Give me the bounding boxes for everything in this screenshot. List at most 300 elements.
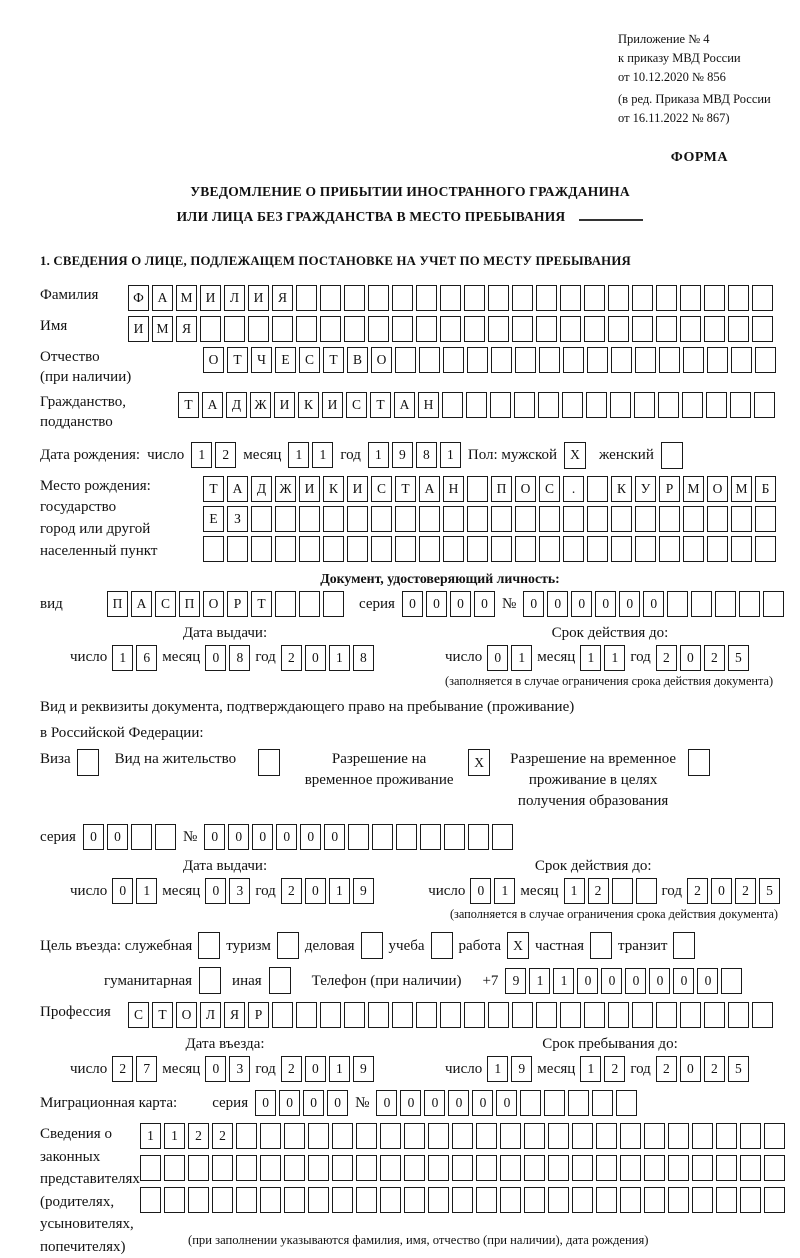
char-cell[interactable]: Т <box>395 476 416 502</box>
char-cell[interactable] <box>284 1155 305 1181</box>
char-cell[interactable]: 2 <box>281 878 302 904</box>
char-cell[interactable]: А <box>152 285 173 311</box>
char-cell[interactable]: 3 <box>229 1056 250 1082</box>
char-cell[interactable]: 1 <box>511 645 532 671</box>
char-cell[interactable] <box>524 1187 545 1213</box>
char-cell[interactable] <box>476 1187 497 1213</box>
char-cell[interactable] <box>296 1002 317 1028</box>
char-cell[interactable] <box>524 1123 545 1149</box>
char-cell[interactable]: 9 <box>392 442 413 468</box>
char-cell[interactable] <box>536 316 557 342</box>
char-cell[interactable] <box>680 1002 701 1028</box>
char-cell[interactable] <box>344 285 365 311</box>
char-cell[interactable]: 0 <box>252 824 273 850</box>
char-cell[interactable] <box>512 285 533 311</box>
representatives-cells-row2[interactable] <box>140 1155 785 1181</box>
char-cell[interactable] <box>572 1155 593 1181</box>
char-cell[interactable] <box>752 1002 773 1028</box>
char-cell[interactable] <box>721 968 742 994</box>
char-cell[interactable]: И <box>347 476 368 502</box>
permit-valid-year[interactable] <box>687 878 780 904</box>
char-cell[interactable]: 2 <box>656 1056 677 1082</box>
char-cell[interactable]: 0 <box>619 591 640 617</box>
char-cell[interactable] <box>203 536 224 562</box>
char-cell[interactable] <box>443 347 464 373</box>
char-cell[interactable] <box>716 1187 737 1213</box>
permit-valid-month[interactable] <box>564 878 657 904</box>
char-cell[interactable]: 0 <box>673 968 694 994</box>
passport-valid-month[interactable] <box>580 645 625 671</box>
char-cell[interactable] <box>371 536 392 562</box>
char-cell[interactable] <box>140 1187 161 1213</box>
char-cell[interactable] <box>198 932 220 959</box>
entry-year[interactable] <box>281 1056 374 1082</box>
char-cell[interactable]: 0 <box>450 591 471 617</box>
stay-year[interactable] <box>656 1056 749 1082</box>
char-cell[interactable] <box>586 392 607 418</box>
purpose-business-checkbox[interactable] <box>361 932 383 959</box>
char-cell[interactable]: 0 <box>474 591 495 617</box>
char-cell[interactable]: 0 <box>487 645 508 671</box>
char-cell[interactable] <box>140 1155 161 1181</box>
char-cell[interactable] <box>320 316 341 342</box>
char-cell[interactable] <box>739 591 760 617</box>
char-cell[interactable]: 0 <box>680 645 701 671</box>
char-cell[interactable] <box>296 285 317 311</box>
char-cell[interactable]: 0 <box>276 824 297 850</box>
char-cell[interactable] <box>251 506 272 532</box>
char-cell[interactable]: 3 <box>229 878 250 904</box>
char-cell[interactable] <box>635 536 656 562</box>
char-cell[interactable] <box>659 536 680 562</box>
passport-issue-day[interactable] <box>112 645 157 671</box>
sex-male-checkbox[interactable] <box>564 442 586 469</box>
char-cell[interactable] <box>596 1123 617 1149</box>
char-cell[interactable] <box>164 1155 185 1181</box>
char-cell[interactable] <box>452 1155 473 1181</box>
char-cell[interactable] <box>380 1155 401 1181</box>
char-cell[interactable]: К <box>323 476 344 502</box>
char-cell[interactable]: 0 <box>601 968 622 994</box>
char-cell[interactable] <box>656 1002 677 1028</box>
char-cell[interactable] <box>491 536 512 562</box>
patronymic-cells[interactable] <box>203 347 776 373</box>
char-cell[interactable] <box>236 1187 257 1213</box>
char-cell[interactable] <box>754 392 775 418</box>
char-cell[interactable] <box>332 1155 353 1181</box>
char-cell[interactable] <box>323 591 344 617</box>
entry-day[interactable] <box>112 1056 157 1082</box>
char-cell[interactable] <box>420 824 441 850</box>
char-cell[interactable] <box>275 591 296 617</box>
char-cell[interactable]: 2 <box>281 645 302 671</box>
char-cell[interactable]: 0 <box>205 645 226 671</box>
passport-valid-day[interactable] <box>487 645 532 671</box>
char-cell[interactable] <box>395 506 416 532</box>
purpose-work-checkbox[interactable] <box>507 932 529 959</box>
entry-month[interactable] <box>205 1056 250 1082</box>
char-cell[interactable] <box>515 536 536 562</box>
char-cell[interactable]: Ж <box>275 476 296 502</box>
char-cell[interactable]: А <box>419 476 440 502</box>
char-cell[interactable]: И <box>299 476 320 502</box>
char-cell[interactable] <box>644 1123 665 1149</box>
char-cell[interactable] <box>272 316 293 342</box>
char-cell[interactable] <box>488 285 509 311</box>
purpose-transit-checkbox[interactable] <box>673 932 695 959</box>
char-cell[interactable] <box>277 932 299 959</box>
char-cell[interactable] <box>199 967 221 994</box>
representatives-cells-row1[interactable] <box>140 1123 785 1149</box>
char-cell[interactable] <box>428 1187 449 1213</box>
char-cell[interactable]: Я <box>272 285 293 311</box>
char-cell[interactable]: Т <box>178 392 199 418</box>
char-cell[interactable] <box>515 347 536 373</box>
permit-valid-day[interactable] <box>470 878 515 904</box>
char-cell[interactable] <box>419 506 440 532</box>
char-cell[interactable] <box>764 1155 785 1181</box>
birthplace-cells-row1[interactable] <box>203 476 776 502</box>
char-cell[interactable] <box>704 316 725 342</box>
char-cell[interactable]: 0 <box>697 968 718 994</box>
birth-month-cells[interactable] <box>288 442 333 468</box>
char-cell[interactable] <box>467 506 488 532</box>
char-cell[interactable] <box>371 506 392 532</box>
char-cell[interactable] <box>608 285 629 311</box>
stay-month[interactable] <box>580 1056 625 1082</box>
surname-cells[interactable] <box>128 285 773 311</box>
char-cell[interactable] <box>612 878 633 904</box>
char-cell[interactable] <box>272 1002 293 1028</box>
char-cell[interactable]: М <box>683 476 704 502</box>
char-cell[interactable] <box>284 1123 305 1149</box>
char-cell[interactable]: Я <box>224 1002 245 1028</box>
char-cell[interactable] <box>763 591 784 617</box>
char-cell[interactable] <box>634 392 655 418</box>
char-cell[interactable] <box>587 536 608 562</box>
char-cell[interactable] <box>548 1123 569 1149</box>
char-cell[interactable] <box>731 536 752 562</box>
char-cell[interactable]: 0 <box>424 1090 445 1116</box>
char-cell[interactable] <box>466 392 487 418</box>
char-cell[interactable]: К <box>611 476 632 502</box>
char-cell[interactable] <box>682 392 703 418</box>
char-cell[interactable]: 1 <box>140 1123 161 1149</box>
char-cell[interactable]: 1 <box>368 442 389 468</box>
char-cell[interactable] <box>584 285 605 311</box>
char-cell[interactable] <box>299 506 320 532</box>
char-cell[interactable] <box>620 1155 641 1181</box>
sex-female-checkbox[interactable] <box>661 442 683 469</box>
char-cell[interactable]: Ч <box>251 347 272 373</box>
char-cell[interactable] <box>452 1187 473 1213</box>
char-cell[interactable] <box>764 1123 785 1149</box>
char-cell[interactable]: Я <box>176 316 197 342</box>
char-cell[interactable] <box>348 824 369 850</box>
char-cell[interactable] <box>608 316 629 342</box>
char-cell[interactable] <box>740 1155 761 1181</box>
char-cell[interactable] <box>632 316 653 342</box>
char-cell[interactable] <box>728 1002 749 1028</box>
char-cell[interactable] <box>212 1187 233 1213</box>
char-cell[interactable] <box>683 536 704 562</box>
char-cell[interactable]: О <box>176 1002 197 1028</box>
char-cell[interactable]: 0 <box>625 968 646 994</box>
purpose-official-checkbox[interactable] <box>198 932 220 959</box>
char-cell[interactable]: П <box>491 476 512 502</box>
char-cell[interactable] <box>548 1155 569 1181</box>
char-cell[interactable]: О <box>515 476 536 502</box>
purpose-tourism-checkbox[interactable] <box>277 932 299 959</box>
char-cell[interactable] <box>668 1155 689 1181</box>
char-cell[interactable]: 0 <box>448 1090 469 1116</box>
char-cell[interactable] <box>368 285 389 311</box>
char-cell[interactable] <box>728 285 749 311</box>
char-cell[interactable]: 0 <box>523 591 544 617</box>
permit-number-cells[interactable] <box>204 824 513 850</box>
char-cell[interactable] <box>611 536 632 562</box>
char-cell[interactable]: 1 <box>136 878 157 904</box>
char-cell[interactable]: Т <box>152 1002 173 1028</box>
purpose-other-checkbox[interactable] <box>269 967 291 994</box>
char-cell[interactable] <box>616 1090 637 1116</box>
char-cell[interactable] <box>636 878 657 904</box>
char-cell[interactable] <box>512 1002 533 1028</box>
char-cell[interactable] <box>596 1155 617 1181</box>
char-cell[interactable] <box>308 1187 329 1213</box>
char-cell[interactable]: 2 <box>212 1123 233 1149</box>
char-cell[interactable]: 8 <box>353 645 374 671</box>
char-cell[interactable]: 2 <box>687 878 708 904</box>
char-cell[interactable] <box>668 1187 689 1213</box>
char-cell[interactable]: 0 <box>279 1090 300 1116</box>
char-cell[interactable] <box>344 316 365 342</box>
char-cell[interactable]: С <box>346 392 367 418</box>
char-cell[interactable] <box>464 285 485 311</box>
char-cell[interactable] <box>755 506 776 532</box>
char-cell[interactable]: С <box>128 1002 149 1028</box>
char-cell[interactable]: 0 <box>305 645 326 671</box>
char-cell[interactable] <box>372 824 393 850</box>
char-cell[interactable]: Д <box>226 392 247 418</box>
char-cell[interactable] <box>361 932 383 959</box>
char-cell[interactable]: Б <box>755 476 776 502</box>
char-cell[interactable] <box>539 536 560 562</box>
char-cell[interactable]: Т <box>227 347 248 373</box>
char-cell[interactable]: Т <box>370 392 391 418</box>
char-cell[interactable] <box>395 536 416 562</box>
edu-permit-checkbox[interactable] <box>688 749 710 776</box>
char-cell[interactable]: 2 <box>112 1056 133 1082</box>
char-cell[interactable] <box>608 1002 629 1028</box>
char-cell[interactable]: Р <box>227 591 248 617</box>
passport-number-cells[interactable] <box>523 591 784 617</box>
representatives-cells-row3[interactable] <box>140 1187 785 1213</box>
char-cell[interactable]: 0 <box>547 591 568 617</box>
char-cell[interactable]: С <box>539 476 560 502</box>
char-cell[interactable]: X <box>468 749 490 776</box>
char-cell[interactable]: 1 <box>329 1056 350 1082</box>
char-cell[interactable] <box>227 536 248 562</box>
char-cell[interactable]: 1 <box>288 442 309 468</box>
char-cell[interactable] <box>467 536 488 562</box>
char-cell[interactable] <box>404 1187 425 1213</box>
char-cell[interactable] <box>752 316 773 342</box>
char-cell[interactable] <box>692 1155 713 1181</box>
char-cell[interactable] <box>260 1155 281 1181</box>
char-cell[interactable]: 2 <box>215 442 236 468</box>
char-cell[interactable]: Р <box>248 1002 269 1028</box>
char-cell[interactable] <box>560 1002 581 1028</box>
char-cell[interactable] <box>752 285 773 311</box>
char-cell[interactable] <box>584 1002 605 1028</box>
char-cell[interactable] <box>260 1123 281 1149</box>
char-cell[interactable] <box>323 536 344 562</box>
char-cell[interactable] <box>539 347 560 373</box>
birth-day-cells[interactable] <box>191 442 236 468</box>
char-cell[interactable] <box>667 591 688 617</box>
char-cell[interactable] <box>590 932 612 959</box>
char-cell[interactable] <box>716 1123 737 1149</box>
char-cell[interactable]: 0 <box>300 824 321 850</box>
char-cell[interactable] <box>347 506 368 532</box>
char-cell[interactable]: 0 <box>303 1090 324 1116</box>
char-cell[interactable] <box>380 1187 401 1213</box>
char-cell[interactable] <box>440 1002 461 1028</box>
char-cell[interactable] <box>740 1123 761 1149</box>
char-cell[interactable]: О <box>203 591 224 617</box>
char-cell[interactable] <box>380 1123 401 1149</box>
char-cell[interactable] <box>731 347 752 373</box>
char-cell[interactable] <box>308 1123 329 1149</box>
char-cell[interactable]: Н <box>418 392 439 418</box>
char-cell[interactable] <box>308 1155 329 1181</box>
char-cell[interactable]: 0 <box>228 824 249 850</box>
char-cell[interactable] <box>568 1090 589 1116</box>
char-cell[interactable] <box>659 347 680 373</box>
char-cell[interactable]: 0 <box>327 1090 348 1116</box>
char-cell[interactable] <box>467 476 488 502</box>
char-cell[interactable] <box>323 506 344 532</box>
char-cell[interactable] <box>691 591 712 617</box>
char-cell[interactable]: 8 <box>416 442 437 468</box>
char-cell[interactable]: 1 <box>487 1056 508 1082</box>
char-cell[interactable] <box>269 967 291 994</box>
char-cell[interactable]: 8 <box>229 645 250 671</box>
char-cell[interactable]: 0 <box>649 968 670 994</box>
char-cell[interactable] <box>212 1155 233 1181</box>
char-cell[interactable] <box>536 1002 557 1028</box>
char-cell[interactable] <box>500 1187 521 1213</box>
char-cell[interactable]: К <box>298 392 319 418</box>
purpose-private-checkbox[interactable] <box>590 932 612 959</box>
char-cell[interactable] <box>491 347 512 373</box>
char-cell[interactable] <box>572 1187 593 1213</box>
char-cell[interactable]: 9 <box>511 1056 532 1082</box>
char-cell[interactable]: И <box>128 316 149 342</box>
char-cell[interactable]: Е <box>203 506 224 532</box>
char-cell[interactable] <box>656 316 677 342</box>
char-cell[interactable]: 0 <box>426 591 447 617</box>
char-cell[interactable]: 0 <box>112 878 133 904</box>
char-cell[interactable] <box>692 1187 713 1213</box>
char-cell[interactable] <box>258 749 280 776</box>
char-cell[interactable]: А <box>202 392 223 418</box>
char-cell[interactable] <box>661 442 683 469</box>
char-cell[interactable]: 9 <box>353 878 374 904</box>
char-cell[interactable]: 0 <box>376 1090 397 1116</box>
migcard-number-cells[interactable] <box>376 1090 637 1116</box>
char-cell[interactable]: 2 <box>735 878 756 904</box>
char-cell[interactable] <box>296 316 317 342</box>
char-cell[interactable] <box>188 1155 209 1181</box>
char-cell[interactable]: . <box>563 476 584 502</box>
char-cell[interactable] <box>476 1123 497 1149</box>
residence-permit-checkbox[interactable] <box>258 749 280 776</box>
char-cell[interactable] <box>755 347 776 373</box>
char-cell[interactable]: М <box>731 476 752 502</box>
char-cell[interactable] <box>299 536 320 562</box>
char-cell[interactable] <box>443 536 464 562</box>
char-cell[interactable] <box>284 1187 305 1213</box>
char-cell[interactable]: Л <box>200 1002 221 1028</box>
char-cell[interactable] <box>419 347 440 373</box>
char-cell[interactable]: Л <box>224 285 245 311</box>
char-cell[interactable] <box>275 536 296 562</box>
char-cell[interactable]: Е <box>275 347 296 373</box>
char-cell[interactable] <box>404 1123 425 1149</box>
char-cell[interactable] <box>572 1123 593 1149</box>
char-cell[interactable] <box>610 392 631 418</box>
char-cell[interactable]: 0 <box>680 1056 701 1082</box>
char-cell[interactable]: Д <box>251 476 272 502</box>
char-cell[interactable] <box>632 1002 653 1028</box>
char-cell[interactable]: З <box>227 506 248 532</box>
char-cell[interactable]: 0 <box>472 1090 493 1116</box>
char-cell[interactable] <box>536 285 557 311</box>
char-cell[interactable] <box>673 932 695 959</box>
char-cell[interactable] <box>587 476 608 502</box>
char-cell[interactable]: А <box>227 476 248 502</box>
char-cell[interactable] <box>344 1002 365 1028</box>
char-cell[interactable] <box>620 1123 641 1149</box>
char-cell[interactable] <box>236 1155 257 1181</box>
char-cell[interactable] <box>416 316 437 342</box>
char-cell[interactable] <box>683 506 704 532</box>
char-cell[interactable] <box>560 316 581 342</box>
char-cell[interactable]: 0 <box>571 591 592 617</box>
char-cell[interactable]: X <box>564 442 586 469</box>
char-cell[interactable] <box>584 316 605 342</box>
char-cell[interactable]: 0 <box>470 878 491 904</box>
char-cell[interactable]: 1 <box>329 645 350 671</box>
char-cell[interactable]: И <box>274 392 295 418</box>
char-cell[interactable] <box>563 536 584 562</box>
char-cell[interactable] <box>320 285 341 311</box>
char-cell[interactable] <box>155 824 176 850</box>
char-cell[interactable] <box>500 1155 521 1181</box>
char-cell[interactable] <box>392 285 413 311</box>
char-cell[interactable]: 9 <box>353 1056 374 1082</box>
char-cell[interactable]: 0 <box>402 591 423 617</box>
char-cell[interactable]: В <box>347 347 368 373</box>
purpose-humanitarian-checkbox[interactable] <box>199 967 221 994</box>
birth-year-cells[interactable] <box>368 442 461 468</box>
char-cell[interactable]: X <box>507 932 529 959</box>
char-cell[interactable] <box>467 347 488 373</box>
char-cell[interactable] <box>544 1090 565 1116</box>
char-cell[interactable]: 2 <box>604 1056 625 1082</box>
